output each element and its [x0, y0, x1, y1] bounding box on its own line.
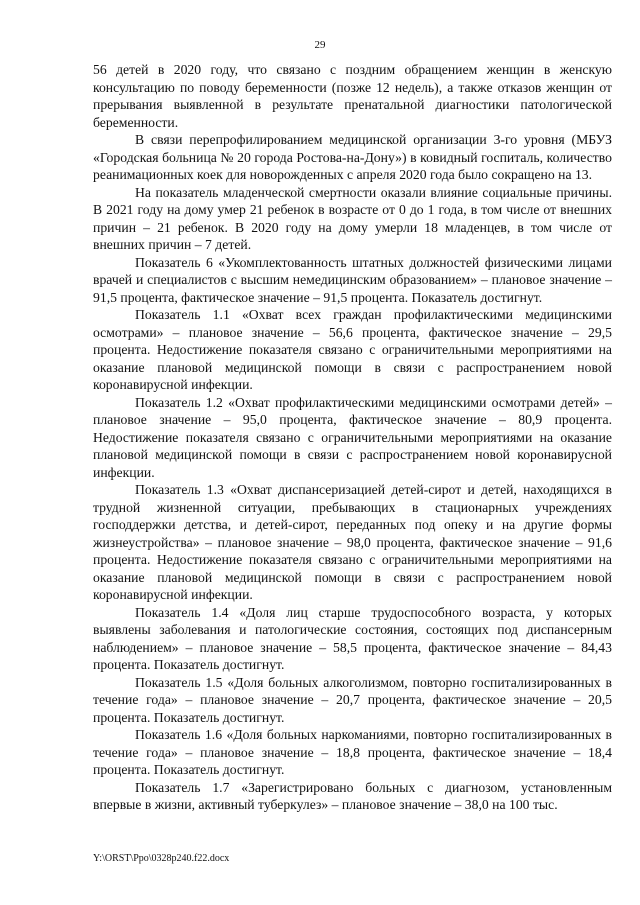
paragraph-4: Показатель 6 «Укомплектованность штатных должностей физическими лицами врачей и специалистов с высшим немедицинским образованием» – плановое значение – 91,5 процента, фактическое значение – 91,5 процента. Показатель достигнут.: [93, 254, 612, 305]
paragraph-10: Показатель 1.6 «Доля больных наркоманиями, повторно госпитализированных в течение года» – плановое значение – 18,8 процента, фактическое значение – 18,4 процента. Показатель достигнут.: [93, 727, 612, 777]
document-body: [93, 61, 612, 814]
paragraph-9: Показатель 1.5 «Доля больных алкоголизмом, повторно госпитализированных в течение года» – плановое значение – 20,7 процента, фактическое значение – 20,5 процента. Показатель достигнут.: [93, 674, 612, 725]
paragraph-2: В связи перепрофилированием медицинской организации 3-го уровня (МБУЗ «Городская больница № 20 города Ростова-на-Дону») в ковидный госпиталь, количество реанимационных коек для новорожденных с апреля 2020 года было сокращено на 13.: [93, 132, 612, 182]
paragraph-11: Показатель 1.7 «Зарегистрировано больных с диагнозом, установленным впервые в жизни, активный туберкулез» – плановое значение – 38,0 на 100 тыс.: [93, 779, 612, 812]
page-number: 29: [314, 39, 326, 51]
paragraph-7: Показатель 1.3 «Охват диспансеризацией детей-сирот и детей, находящихся в трудной жизненной ситуации, пребывающих в стационарных учреждениях господдержки детства, и детей-сирот, переданных под опеку и на другие формы жизнеустройства» – плановое значение – 98,0 процента, фактическое значение – 91,6 процента. Недостижение показателя связано с ограничительными мероприятиями на оказание плановой медицинской помощи в связи с распространением новой коронавирусной инфекции.: [93, 482, 612, 602]
paragraph-8: Показатель 1.4 «Доля лиц старше трудоспособного возраста, у которых выявлены заболевания и патологические состояния, состоящих под диспансерным наблюдением» – плановое значение – 58,5 процента, фактическое значение – 84,43 процента. Показатель достигнут.: [93, 604, 612, 672]
paragraph-1: 56 детей в 2020 году, что связано с поздним обращением женщин в женскую консультацию по поводу беременности (позже 12 недель), а также отказов женщин от прерывания выявленной в результате пренатальной диагностики патологической беременности.: [93, 62, 612, 130]
paragraph-5: Показатель 1.1 «Охват всех граждан профилактическими медицинскими осмотрами» – плановое значение – 56,6 процента, фактическое значение – 29,5 процента. Недостижение показателя связано с ограничительными мероприятиями на оказание плановой медицинской помощи в связи с распространением новой коронавирусной инфекции.: [93, 307, 612, 392]
paragraph-3: На показатель младенческой смертности оказали влияние социальные причины. В 2021 году на дому умер 21 ребенок в возрасте от 0 до 1 года, в том числе от внешних причин – 21 ребенок. В 2020 году на дому умерли 18 младенцев, в том числе от внешних причин – 7 детей.: [93, 184, 612, 252]
footer-file-path: Y:\ORST\Ppo\0328p240.f22.docx: [93, 853, 230, 864]
paragraph-6: Показатель 1.2 «Охват профилактическими медицинскими осмотрами детей» – плановое значение – 95,0 процента, фактическое значение – 80,9 процента. Недостижение показателя связано с ограничительными мероприятиями на оказание плановой медицинской помощи в связи с распространением новой коронавирусной инфекции.: [93, 394, 612, 480]
